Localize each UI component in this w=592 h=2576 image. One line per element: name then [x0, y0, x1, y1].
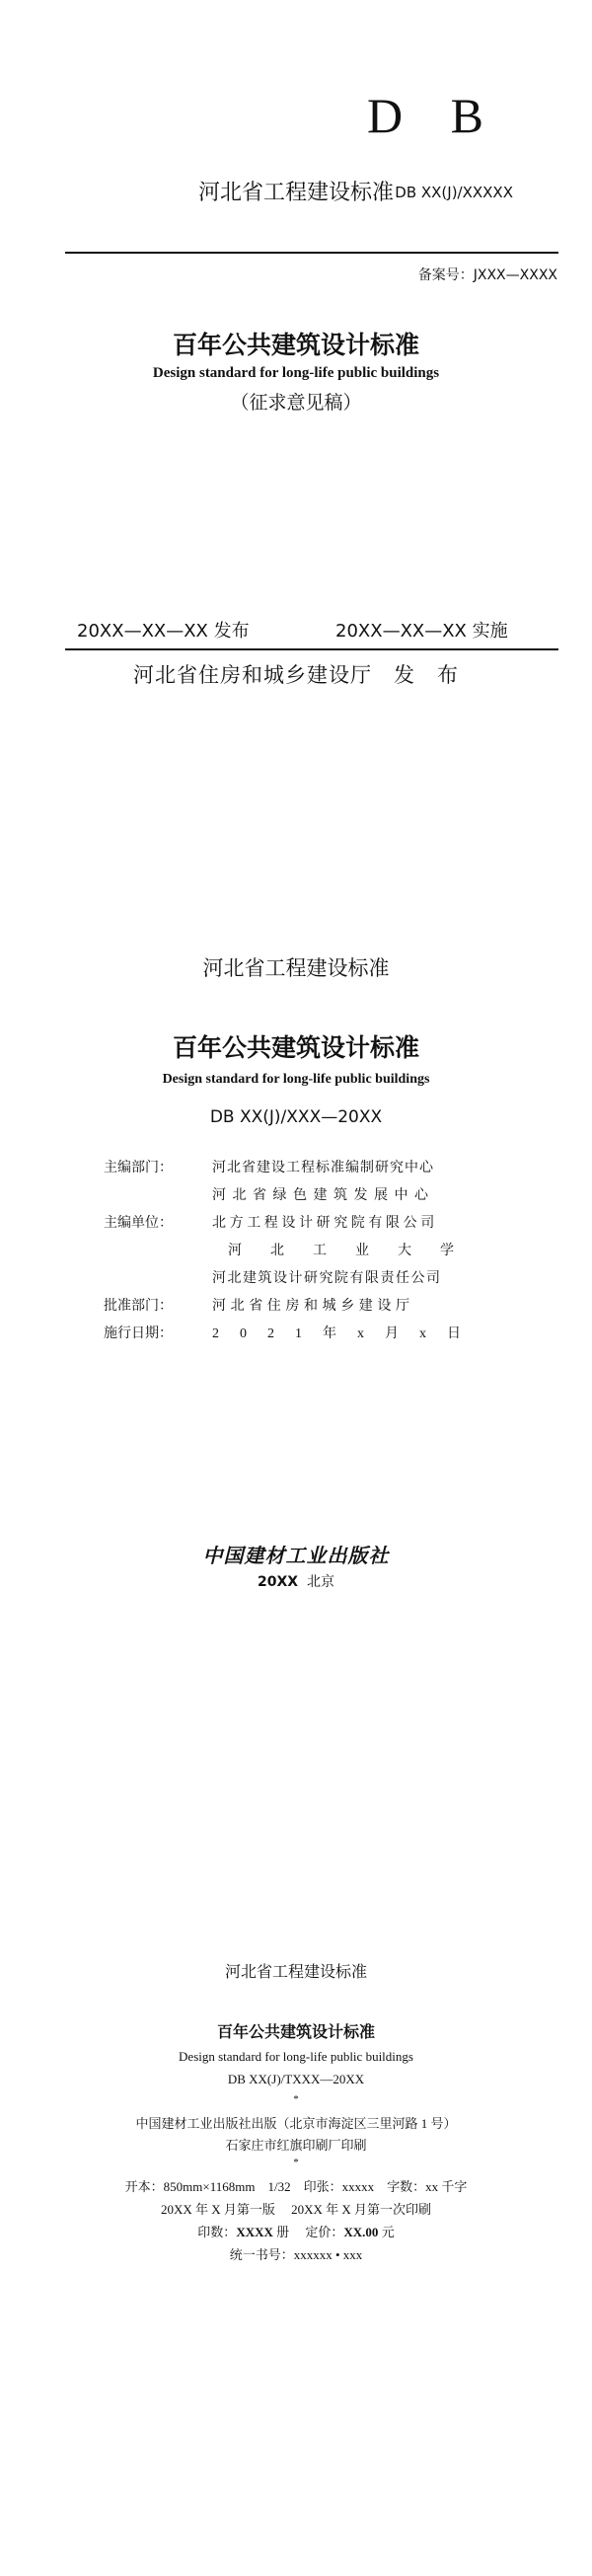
publisher-year-city	[0, 1571, 592, 1591]
cover-standard-category: 河北省工程建设标准	[197, 181, 394, 205]
separator-asterisk: *	[293, 2157, 299, 2168]
cover-filing-number: 备案号：JXXX—XXXX	[417, 267, 557, 283]
info-label: 批准部门：	[104, 1299, 173, 1314]
cover-divider-bottom	[65, 648, 558, 650]
price-value: XX.00	[343, 2225, 379, 2239]
info-value: 河北省建设工程标准编制研究中心	[212, 1161, 434, 1175]
title-page-title-en: Design standard for long-life public buildings	[162, 1072, 430, 1087]
cover-standard-code: DB XX(J)/XXXXX	[395, 184, 513, 201]
print-count-label: 印数：	[197, 2225, 237, 2239]
print-count-price-line	[0, 2222, 592, 2240]
info-value: 北方工程设计研究院有限公司	[212, 1216, 438, 1231]
copyright-standard-code: DB XX(J)/TXXX—20XX	[227, 2072, 365, 2086]
edition-line: 20XX 年 X 月第一版 20XX 年 X 月第一次印刷	[160, 2202, 432, 2217]
printer-line: 石家庄市红旗印刷厂印刷	[225, 2138, 367, 2153]
title-page-title: 百年公共建筑设计标准	[172, 1035, 419, 1062]
separator-asterisk: *	[293, 2093, 299, 2105]
cover-title-en: Design standard for long-life public buildings	[152, 365, 440, 381]
cover-title: 百年公共建筑设计标准	[172, 333, 419, 359]
cover-implement-date: 20XX—XX—XX 实施	[335, 621, 508, 642]
info-value: 河北省住房和城乡建设厅	[212, 1299, 414, 1314]
price-unit: 元	[381, 2225, 395, 2239]
info-label: 施行日期：	[104, 1326, 173, 1341]
copyright-title: 百年公共建筑设计标准	[216, 2024, 375, 2041]
title-page-standard-category: 河北省工程建设标准	[202, 956, 390, 980]
cover-publish-date: 20XX—XX—XX 发布	[77, 621, 250, 642]
copyright-standard-category: 河北省工程建设标准	[224, 1962, 367, 1981]
cover-divider-top	[65, 252, 558, 254]
book-number: 统一书号：xxxxxx • xxx	[229, 2247, 363, 2262]
info-value: 河北建筑设计研究院有限责任公司	[212, 1271, 442, 1286]
title-page-standard-code: DB XX(J)/XXX—20XX	[209, 1107, 383, 1127]
db-mark: D B	[367, 88, 501, 143]
publish-city: 北京	[306, 1574, 334, 1590]
info-value: 河北省绿色建筑发展中心	[212, 1188, 435, 1203]
format-line: 开本：850mm×1168mm 1/32 印张：xxxxx 字数：xx 千字	[124, 2179, 468, 2194]
publisher-line: 中国建材工业出版社出版（北京市海淀区三里河路 1 号）	[135, 2116, 457, 2131]
info-label: 主编单位：	[104, 1216, 173, 1231]
copyright-title-en: Design standard for long-life public buildings	[179, 2049, 413, 2064]
publisher-logo: 中国建材工业出版社	[202, 1546, 390, 1567]
cover-draft-note: （征求意见稿）	[230, 392, 362, 414]
info-label: 主编部门：	[104, 1161, 173, 1175]
print-count-value: XXXX	[236, 2225, 273, 2239]
info-value: 2021年x月x日	[212, 1326, 481, 1341]
price-label: 定价：	[305, 2225, 344, 2239]
info-value: 河北工业大学	[228, 1244, 482, 1258]
publish-year: 20XX	[258, 1574, 299, 1590]
print-count-unit: 册	[276, 2225, 290, 2239]
cover-issuing-department: 河北省住房和城乡建设厅 发 布	[133, 663, 459, 687]
